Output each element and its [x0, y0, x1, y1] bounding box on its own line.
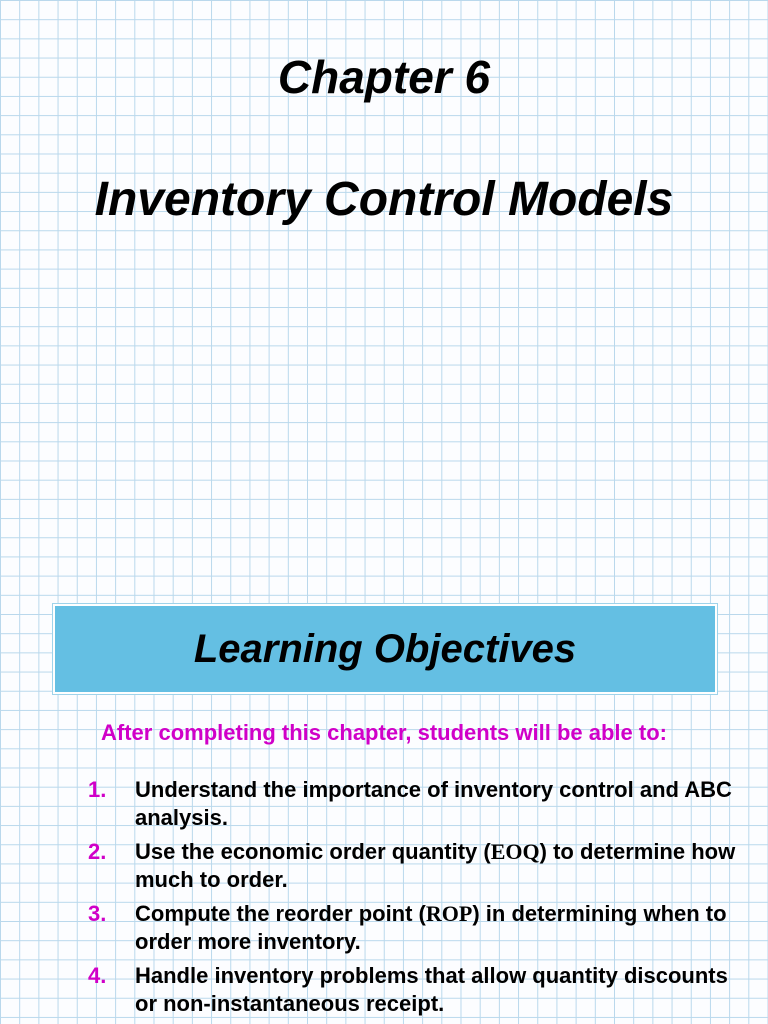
- objective-text: Understand the importance of inventory control and ABC analysis.: [135, 777, 732, 830]
- banner-label: Learning Objectives: [193, 626, 577, 671]
- objective-number: 4.: [88, 963, 107, 988]
- objective-text-start: Use the economic order quantity (: [135, 839, 491, 864]
- eoq-abbreviation: EOQ: [490, 839, 540, 864]
- objective-number: 2.: [88, 839, 107, 864]
- objective-text: [135, 838, 748, 894]
- objective-item: [88, 900, 748, 956]
- objective-text: [135, 900, 748, 956]
- objective-number: 1.: [88, 777, 107, 802]
- intro-text: After completing this chapter, students will be able to:: [101, 720, 667, 745]
- objective-text-end: ) in determining when to order more inventory.: [135, 901, 727, 954]
- page-title: Inventory Control Models: [94, 173, 674, 226]
- rop-abbreviation: ROP: [425, 901, 473, 926]
- objectives-list: [88, 776, 748, 1024]
- learning-objectives-banner: [53, 604, 717, 694]
- objective-item: [88, 776, 748, 832]
- objective-text: Handle inventory problems that allow quantity discounts or non-instantaneous receipt.: [135, 963, 728, 1016]
- objective-number: 3.: [88, 901, 107, 926]
- objective-item: [88, 962, 748, 1018]
- objective-item: [88, 838, 748, 894]
- objective-text-start: Compute the reorder point (: [135, 901, 426, 926]
- chapter-heading: Chapter 6: [277, 51, 491, 103]
- objective-text-end: ) to determine how much to order.: [135, 839, 736, 892]
